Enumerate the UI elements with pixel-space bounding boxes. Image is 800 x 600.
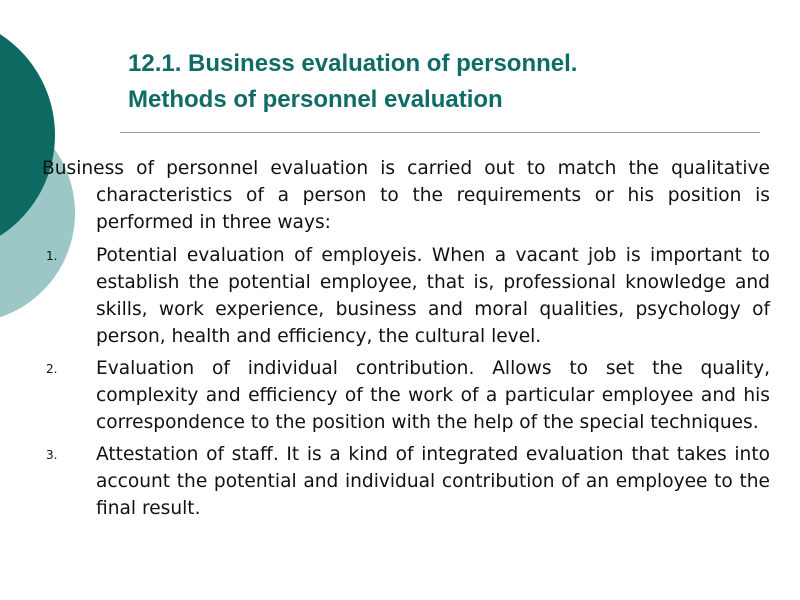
list-item-text: Evaluation of individual contribution. Allows to set the quality, complexity and efficiency of the work of a particular employee and his correspondence to the position with the help of the special techniques. — [96, 358, 770, 433]
list-item-text: Potential evaluation of employeis. When a vacant job is important to establish the potential employee, that is, professional knowledge and skills, work experience, business and moral qualities, psychology of person, health and efficiency, the cultural level. — [96, 245, 770, 347]
list-item — [42, 355, 770, 436]
list-item-text: Attestation of staff. It is a kind of integrated evaluation that takes into account the potential and individual contribution of an employee to the final result. — [96, 444, 770, 519]
list-item — [42, 441, 770, 522]
intro-paragraph: Business of personnel evaluation is carried out to match the qualitative characteristics of a person to the requirements or his position is performed in three ways: — [42, 158, 770, 233]
list-number: 3. — [46, 448, 58, 462]
title-divider — [120, 132, 760, 133]
list-item — [42, 242, 770, 350]
title-line-2: Methods of personnel evaluation — [128, 86, 503, 113]
list-number: 2. — [46, 362, 58, 376]
methods-list — [42, 242, 770, 522]
list-number: 1. — [46, 249, 58, 263]
title-line-1: 12.1. Business evaluation of personnel. — [128, 50, 578, 77]
slide-title — [128, 46, 768, 118]
slide-body — [42, 155, 770, 527]
